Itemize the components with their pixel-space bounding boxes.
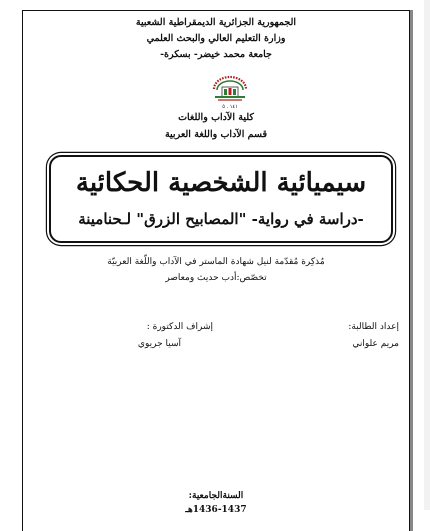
student-label: إعداد الطالبة: xyxy=(348,322,399,332)
student-name: مريم علواني xyxy=(352,339,399,349)
document-page xyxy=(22,10,410,531)
academic-year-label: السنةالجامعية: xyxy=(188,491,244,501)
thesis-specialty: تخصّص:أدب حديث ومعاصر xyxy=(165,273,267,283)
main-title: سيميائية الشخصية الحكائية xyxy=(75,168,367,198)
university-line: جامعة محمد خيضر- بسكرة- xyxy=(160,49,272,60)
faculty-name: كلية الآداب واللغات xyxy=(178,112,254,123)
subtitle: -دراسة في رواية- "المصابيح الزرق" لـحنامينة xyxy=(78,210,364,228)
title-frame xyxy=(49,155,393,243)
supervisor-name: آسيا جريوي xyxy=(137,339,181,349)
university-logo xyxy=(208,73,252,111)
department-name: قسم الآداب واللغة العربية xyxy=(164,129,268,140)
logo-caption: ١٤١ . ٥ xyxy=(222,104,238,110)
logo-emblem xyxy=(214,77,246,100)
supervisor-label: إشراف الدكتورة : xyxy=(146,322,213,332)
viewer-edge xyxy=(424,0,430,510)
academic-year-value: 1436-1437هـ xyxy=(185,505,247,515)
republic-line: الجمهورية الجزائرية الديمقراطية الشعبية xyxy=(135,17,297,28)
thesis-description: مُذكِرة مُقدّمة لنيل شهادة الماستر في الآداب واللّغة العربيّة xyxy=(107,257,325,267)
ministry-line: وزارة التعليم العالي والبحث العلمي xyxy=(146,33,286,44)
